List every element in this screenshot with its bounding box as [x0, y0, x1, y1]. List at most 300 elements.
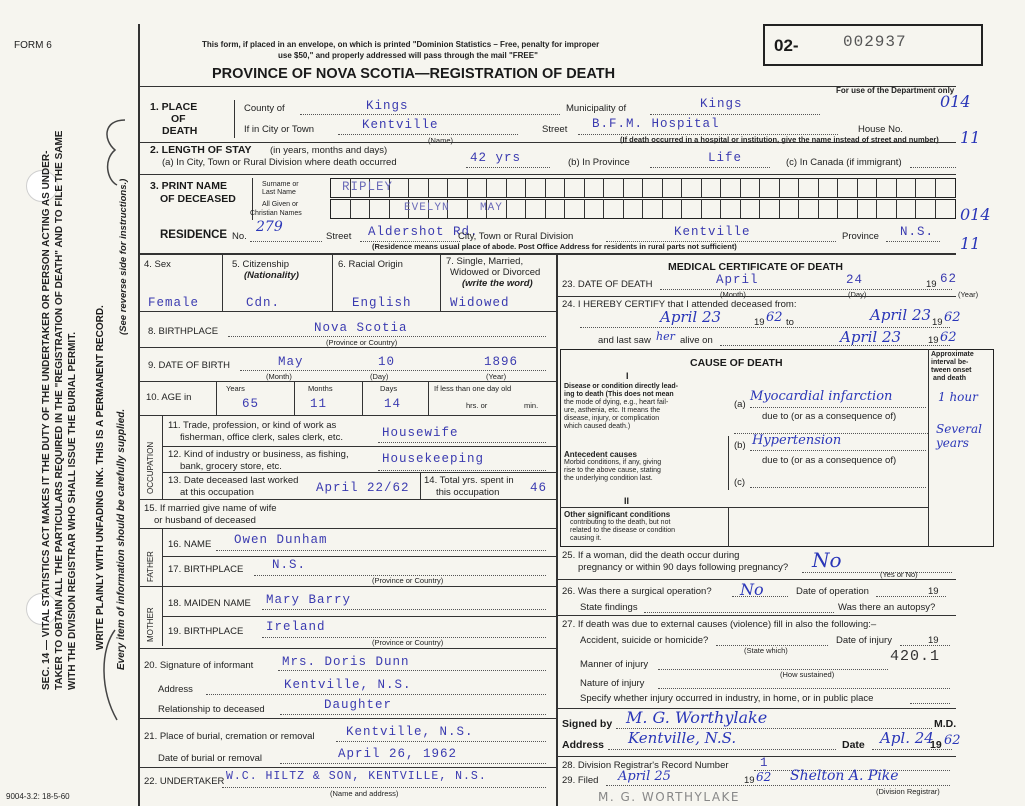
marital-label: (write the word) — [462, 278, 533, 289]
informant-signature-label: 20. Signature of informant — [144, 660, 254, 671]
divider — [138, 767, 556, 768]
q25-label: 25. If a woman, did the death occur during — [562, 550, 740, 561]
interval-header: Approximate — [931, 351, 974, 358]
name-grid-cell-divider — [779, 178, 780, 197]
citizenship-label: 5. Citizenship — [232, 259, 290, 270]
specify-line — [910, 703, 950, 704]
name-grid-cell-divider — [545, 199, 546, 218]
divider — [556, 756, 956, 757]
trade-label: fisherman, office clerk, sales clerk, etc. — [180, 432, 343, 443]
md-label: M.D. — [934, 718, 957, 730]
less-than-day-hrs: hrs. or — [466, 401, 488, 410]
name-grid-cell-divider — [506, 178, 507, 197]
classification-code: 420.1 — [890, 648, 941, 665]
name-grid-cell-divider — [720, 199, 721, 218]
filed-date: April 25 — [618, 769, 671, 784]
name-grid-cell-divider — [876, 199, 877, 218]
mother-maiden-label: 18. MAIDEN NAME — [168, 598, 251, 609]
trade-value: Housewife — [382, 426, 459, 440]
dob-day-caption: (Day) — [370, 372, 389, 381]
trade-line — [378, 442, 546, 443]
stay-canada-line — [910, 167, 956, 168]
cell-divider — [428, 381, 429, 415]
death-year: 62 — [940, 272, 958, 286]
given-name-value: EVELYN MAY — [404, 202, 503, 214]
age-label: 10. AGE in — [146, 392, 192, 403]
signature-date: Apl. 24 — [880, 729, 934, 747]
surname-label: Last Name — [262, 189, 296, 196]
column-divider — [556, 253, 558, 806]
other-conditions-label: related to the disease or condition — [570, 527, 676, 534]
form-number: FORM 6 — [14, 40, 52, 51]
antecedent-label: Morbid conditions, if any, giving — [564, 459, 662, 466]
physician-address-label: Address — [562, 739, 605, 751]
undertaker-caption: (Name and address) — [330, 789, 399, 798]
q26-label: 26. Was there a surgical operation? — [562, 586, 712, 597]
occupation-side-label: OCCUPATION — [146, 441, 155, 494]
residence-province-line — [886, 241, 940, 242]
dob-year: 1896 — [484, 355, 519, 369]
mother-side-label: MOTHER — [146, 607, 155, 642]
age-years-label: Years — [226, 384, 245, 393]
surname-grid — [330, 178, 956, 198]
disease-label: the mode of dying, e.g., heart fail- — [564, 399, 669, 406]
cause-a-due-to: due to (or as a consequence of) — [762, 411, 897, 422]
sidebar-see-reverse: (See reverse side for instructions.) — [118, 178, 129, 335]
signature-date-label: Date — [842, 739, 865, 751]
divider — [138, 586, 556, 587]
industry-line — [378, 470, 546, 471]
city-caption: (Name) — [428, 136, 454, 145]
how-sustained-caption: (How sustained) — [780, 670, 835, 679]
other-conditions-divider — [560, 507, 928, 508]
last-worked-value: April 22/62 — [316, 481, 410, 495]
municipality-value: Kings — [700, 97, 743, 111]
occupation-side-divider — [162, 415, 163, 499]
less-than-day-label: If less than one day old — [434, 384, 512, 393]
name-grid-cell-divider — [798, 178, 799, 197]
age-months-label: Months — [308, 384, 333, 393]
bracket — [234, 100, 235, 138]
city-value: Kentville — [362, 118, 439, 132]
operation-date-prefix: 19 — [928, 586, 939, 597]
length-of-stay-note: (in years, months and days) — [270, 145, 388, 156]
residence-street-value: Aldershot Rd. — [368, 225, 479, 239]
state-findings-label: State findings — [580, 602, 638, 613]
dob-day: 10 — [378, 355, 396, 369]
medical-certificate-title: MEDICAL CERTIFICATE OF DEATH — [668, 261, 843, 273]
dob-month-caption: (Month) — [266, 372, 292, 381]
street-label: Street — [542, 124, 568, 135]
informant-address-value: Kentville, N.S. — [284, 678, 412, 692]
sidebar-statute-line: SEC. 14 — VITAL STATISTICS ACT MAKES IT THE DUTY OF THE UNDERTAKER OR PERSON ACTING AS UNDER- TAKER TO OBTAIN ALL THE PARTICULARS REQUIRED IN THE "REGISTRATION OF DEATH" AND TO FILE THE SAME WITH THE DIVISION REGISTRAR WHO SHALL ISSUE THE BURIAL PERMIT. — [41, 130, 78, 690]
name-grid-cell-divider — [584, 199, 585, 218]
marital-value: Widowed — [450, 296, 510, 310]
registration-number: 002937 — [843, 33, 907, 51]
last-worked-label: at this occupation — [180, 487, 254, 498]
racial-value: English — [352, 296, 412, 310]
registrar-record-label: 28. Division Registrar's Record Number — [562, 760, 729, 771]
father-side-divider — [162, 528, 163, 586]
name-grid-cell-divider — [662, 178, 663, 197]
name-grid-cell-divider — [662, 199, 663, 218]
name-grid-cell-divider — [642, 178, 643, 197]
father-name-label: 16. NAME — [168, 539, 212, 550]
divider — [138, 311, 556, 312]
industry-value: Housekeeping — [382, 452, 485, 466]
divider — [138, 499, 556, 500]
cause-a-interval: 1 hour — [938, 390, 978, 404]
name-grid-cell-divider — [740, 199, 741, 218]
divider — [138, 142, 956, 143]
place-label: OF — [171, 113, 186, 125]
name-grid-cell-divider — [681, 178, 682, 197]
department-use-label: For use of the Department only — [836, 86, 955, 95]
name-grid-cell-divider — [837, 199, 838, 218]
name-grid-cell-divider — [350, 199, 351, 218]
stay-city-value: 42 yrs — [470, 151, 522, 165]
age-years-value: 65 — [242, 397, 260, 411]
physician-address-line — [608, 749, 836, 750]
cause-b-due-to: due to (or as a consequence of) — [762, 455, 897, 466]
nature-label: Nature of injury — [580, 678, 645, 689]
cause-a-line — [750, 407, 926, 408]
residence-label: RESIDENCE — [160, 229, 228, 241]
total-years-label: this occupation — [436, 487, 500, 498]
cause-of-death-title: CAUSE OF DEATH — [690, 357, 783, 369]
alive-on-label: alive on — [680, 335, 713, 346]
industry-label: 12. Kind of industry or business, as fishing, — [168, 449, 349, 460]
less-than-day-min: min. — [524, 401, 539, 410]
last-saw-pronoun: her — [656, 330, 675, 343]
cause-part-2-label: II — [624, 496, 630, 506]
name-grid-cell-divider — [779, 199, 780, 218]
registration-prefix: 02- — [774, 36, 799, 55]
name-grid-cell-divider — [896, 199, 897, 218]
accident-label: Accident, suicide or homicide? — [580, 635, 709, 646]
form-code: 9004-3.2: 18-5-60 — [6, 792, 70, 801]
name-grid-cell-divider — [506, 199, 507, 218]
informant-address-label: Address — [158, 684, 193, 695]
name-grid-cell-divider — [701, 199, 702, 218]
last-saw-line — [720, 345, 950, 346]
last-saw-label: and last saw — [598, 335, 651, 346]
undertaker-line — [222, 787, 546, 788]
burial-date-label: Date of burial or removal — [158, 753, 263, 764]
q25-label: pregnancy or within 90 days following pregnancy? — [578, 562, 789, 573]
antecedent-bracket — [728, 436, 729, 490]
interval-header: interval be- — [931, 359, 969, 366]
name-grid-cell-divider — [486, 178, 487, 197]
residence-street-label: Street — [326, 231, 352, 242]
date-of-death-line — [660, 289, 952, 290]
attended-to: April 23 — [870, 306, 932, 324]
informant-relationship-label: Relationship to deceased — [158, 704, 265, 715]
informant-relationship-value: Daughter — [324, 698, 393, 712]
divider — [138, 528, 556, 529]
place-label: 1. PLACE — [150, 101, 198, 113]
nature-line — [658, 688, 950, 689]
name-grid-cell-divider — [389, 199, 390, 218]
name-grid-cell-divider — [584, 178, 585, 197]
mother-maiden-line — [262, 609, 546, 610]
divider — [138, 648, 556, 649]
city-line — [338, 134, 518, 135]
sidebar-write-plainly: WRITE PLAINLY WITH UNFADING INK. THIS IS A PERMANENT RECORD. — [95, 305, 106, 650]
cause-b-value: Hypertension — [752, 433, 842, 448]
department-code: 014 — [940, 92, 971, 111]
given-name-label: All Given or — [262, 201, 299, 208]
divider — [138, 347, 556, 348]
name-grid-cell-divider — [681, 199, 682, 218]
age-days-label: Days — [380, 384, 398, 393]
physician-address: Kentville, N.S. — [628, 729, 737, 747]
death-year-prefix: 19 — [926, 279, 937, 290]
stay-province-label: (b) In Province — [568, 157, 630, 168]
burial-place-value: Kentville, N.S. — [346, 725, 474, 739]
title-underline — [138, 86, 956, 87]
cell-divider — [362, 381, 363, 415]
spouse-label: or husband of deceased — [154, 515, 256, 526]
mother-birthplace-caption: (Province or Country) — [372, 638, 444, 647]
antecedent-label: the underlying condition last. — [564, 475, 653, 482]
burial-date-line — [280, 763, 546, 764]
antecedent-label: Antecedent causes — [564, 450, 637, 459]
other-conditions-label: Other significant conditions — [564, 510, 671, 519]
other-conditions-label: causing it. — [570, 535, 602, 542]
disease-label: disease, injury, or complication — [564, 415, 660, 422]
name-grid-cell-divider — [369, 199, 370, 218]
cell-divider — [216, 381, 217, 415]
name-grid-cell-divider — [759, 178, 760, 197]
father-birthplace-caption: (Province or Country) — [372, 576, 444, 585]
divider — [162, 616, 556, 617]
cause-b-label: (b) — [734, 440, 746, 451]
specify-label: Specify whether injury occurred in industry, in home, or in public place — [580, 693, 874, 704]
birthplace-label: 8. BIRTHPLACE — [148, 326, 219, 337]
cause-c-label: (c) — [734, 477, 746, 488]
cell-divider — [420, 472, 421, 499]
undertaker-value: W.C. HILTZ & SON, KENTVILLE, N.S. — [226, 770, 487, 783]
physician-signature: M. G. Worthylake — [626, 708, 768, 727]
surname-label: Surname or — [262, 181, 299, 188]
municipality-label: Municipality of — [566, 103, 627, 114]
age-days-value: 14 — [384, 397, 402, 411]
marital-label: Widowed or Divorced — [450, 267, 541, 278]
residence-note: (Residence means usual place of abode. Post Office Address for residents in rural parts not sufficient) — [372, 242, 737, 251]
name-grid-cell-divider — [720, 178, 721, 197]
name-grid-cell-divider — [623, 199, 624, 218]
father-birthplace-label: 17. BIRTHPLACE — [168, 564, 244, 575]
last-saw-year-prefix: 19 — [928, 335, 939, 346]
injury-date-prefix: 19 — [928, 635, 939, 646]
county-line — [300, 114, 560, 115]
father-name-line — [216, 550, 546, 551]
death-day-caption: (Day) — [848, 290, 867, 299]
father-side-label: FATHER — [146, 551, 155, 582]
hospital-note: (If death occurred in a hospital or institution, give the name instead of street and number) — [620, 135, 939, 144]
disease-label: ure, asthenia, etc. It means the — [564, 407, 661, 414]
antecedent-label: rise to the above cause, stating — [564, 467, 661, 474]
municipality-line — [650, 114, 820, 115]
cell-divider — [294, 381, 295, 415]
sex-label: 4. Sex — [144, 259, 171, 270]
residence-no-label: No. — [232, 231, 247, 242]
county-label: County of — [244, 103, 285, 114]
sidebar-every-item: Every item of information should be carefully supplied. — [116, 408, 127, 670]
cell-divider — [332, 253, 333, 311]
q26-value: No — [740, 580, 764, 599]
other-conditions-label: contributing to the death, but not — [570, 519, 671, 526]
disease-label: Disease or condition directly lead- — [564, 383, 678, 390]
death-day: 24 — [846, 273, 864, 287]
dob-label: 9. DATE OF BIRTH — [148, 360, 230, 371]
informant-signature-line — [278, 670, 546, 671]
last-worked-label: 13. Date deceased last worked — [168, 475, 299, 486]
name-grid-cell-divider — [798, 199, 799, 218]
sidebar-bracket-mark — [95, 90, 135, 750]
total-years-value: 46 — [530, 481, 548, 495]
cause-c-line — [750, 487, 926, 488]
signature-date-prefix: 19 — [930, 739, 942, 751]
cell-divider — [222, 253, 223, 311]
county-value: Kings — [366, 99, 409, 113]
cause-part-1-label: I — [626, 371, 629, 381]
attended-from: April 23 — [660, 308, 722, 326]
stay-province-value: Life — [708, 151, 743, 165]
residence-no-line — [250, 241, 322, 242]
racial-label: 6. Racial Origin — [338, 259, 403, 270]
divider — [162, 472, 556, 473]
stay-province-line — [650, 167, 770, 168]
filed-year-prefix: 19 — [744, 775, 755, 786]
death-month: April — [716, 273, 759, 287]
interval-header: and death — [933, 375, 967, 382]
street-value: B.F.M. Hospital — [592, 117, 720, 131]
residence-province-label: Province — [842, 231, 879, 242]
filed-line — [606, 785, 950, 786]
divider — [556, 615, 956, 616]
name-grid-cell-divider — [525, 199, 526, 218]
cause-b-interval: Several years — [936, 422, 982, 450]
operation-date-label: Date of operation — [796, 586, 869, 597]
citizenship-value: Cdn. — [246, 296, 281, 310]
department-code: 014 — [960, 205, 991, 224]
attended-to-year-prefix: 19 — [932, 317, 943, 328]
divider — [162, 556, 556, 557]
residence-province-value: N.S. — [900, 225, 935, 239]
interval-header: tween onset — [931, 367, 972, 374]
given-name-label: Christian Names — [250, 210, 302, 217]
name-grid-cell-divider — [701, 178, 702, 197]
name-grid-cell-divider — [740, 178, 741, 197]
divider — [138, 415, 556, 416]
name-grid-cell-divider — [642, 199, 643, 218]
signature-date-year: 62 — [944, 733, 961, 748]
disease-label: which caused death.) — [564, 423, 631, 430]
q25-value: No — [812, 548, 842, 572]
envelope-notice-2: use $50," and properly addressed will pass through the mail "FREE" — [278, 51, 538, 60]
name-grid-cell-divider — [857, 199, 858, 218]
divider — [138, 174, 956, 175]
attended-from-year: 62 — [766, 310, 783, 325]
divider — [138, 381, 556, 382]
q25-yes-no: (Yes or No) — [880, 570, 918, 579]
dob-line — [240, 370, 546, 371]
length-of-stay-label: 2. LENGTH OF STAY — [150, 144, 252, 156]
q25-line — [802, 572, 952, 573]
name-grid-cell-divider — [564, 178, 565, 197]
dob-month: May — [278, 355, 304, 369]
city-label: If in City or Town — [244, 124, 315, 135]
attended-to-label: to — [786, 317, 794, 328]
injury-date-line — [900, 645, 950, 646]
birthplace-caption: (Province or Country) — [326, 338, 398, 347]
death-year-caption: (Year) — [958, 290, 979, 299]
attended-from-year-prefix: 19 — [754, 317, 765, 328]
envelope-notice: This form, if placed in an envelope, on which is printed "Dominion Statistics – Free, penalty for improper — [202, 40, 600, 49]
name-grid-cell-divider — [896, 178, 897, 197]
informant-signature-value: Mrs. Doris Dunn — [282, 655, 410, 669]
cause-a-value: Myocardial infarction — [750, 389, 893, 404]
birthplace-value: Nova Scotia — [314, 321, 408, 335]
autopsy-label: Was there an autopsy? — [838, 602, 936, 613]
name-grid-cell-divider — [876, 178, 877, 197]
division-registrar-caption: (Division Registrar) — [876, 787, 940, 796]
injury-date-label: Date of injury — [836, 635, 892, 646]
cause-a-label: (a) — [734, 399, 746, 410]
registrar-signature: Shelton A. Pike — [790, 768, 899, 784]
mother-birthplace-value: Ireland — [266, 620, 326, 634]
other-conditions-bracket — [728, 507, 729, 547]
mother-birthplace-label: 19. BIRTHPLACE — [168, 626, 244, 637]
age-months-value: 11 — [310, 397, 328, 411]
name-grid-cell-divider — [564, 199, 565, 218]
name-grid-cell-divider — [545, 178, 546, 197]
name-grid-cell-divider — [818, 199, 819, 218]
marital-label: 7. Single, Married, — [446, 256, 524, 267]
residence-no-value: 279 — [256, 219, 283, 235]
sex-value: Female — [148, 296, 200, 310]
stay-canada-label: (c) In Canada (if immigrant) — [786, 157, 902, 168]
interval-column-divider — [928, 349, 929, 547]
manner-label: Manner of injury — [580, 659, 649, 670]
name-grid-cell-divider — [837, 178, 838, 197]
filed-year: 62 — [756, 770, 772, 784]
informant-address-line — [206, 694, 546, 695]
form-title: PROVINCE OF NOVA SCOTIA—REGISTRATION OF DEATH — [212, 66, 616, 82]
department-code: 11 — [960, 234, 981, 253]
divider — [138, 718, 556, 719]
place-label: DEATH — [162, 125, 198, 137]
father-name-value: Owen Dunham — [234, 533, 328, 547]
undertaker-label: 22. UNDERTAKER — [144, 776, 225, 787]
dob-year-caption: (Year) — [486, 372, 507, 381]
certify-label: 24. I HEREBY CERTIFY that I attended deceased from: — [562, 299, 797, 310]
last-saw-date: April 23 — [840, 328, 902, 346]
filed-label: 29. Filed — [562, 775, 599, 786]
name-grid-cell-divider — [935, 178, 936, 197]
name-grid-cell-divider — [857, 178, 858, 197]
death-month-caption: (Month) — [720, 290, 746, 299]
registrar-record-value: 1 — [760, 756, 769, 770]
citizenship-sub: (Nationality) — [244, 270, 299, 281]
name-grid-cell-divider — [603, 178, 604, 197]
print-name-label: OF DECEASED — [160, 193, 236, 205]
spouse-label: 15. If married give name of wife — [144, 503, 277, 514]
stay-city-line — [466, 167, 550, 168]
residence-division-value: Kentville — [674, 225, 751, 239]
